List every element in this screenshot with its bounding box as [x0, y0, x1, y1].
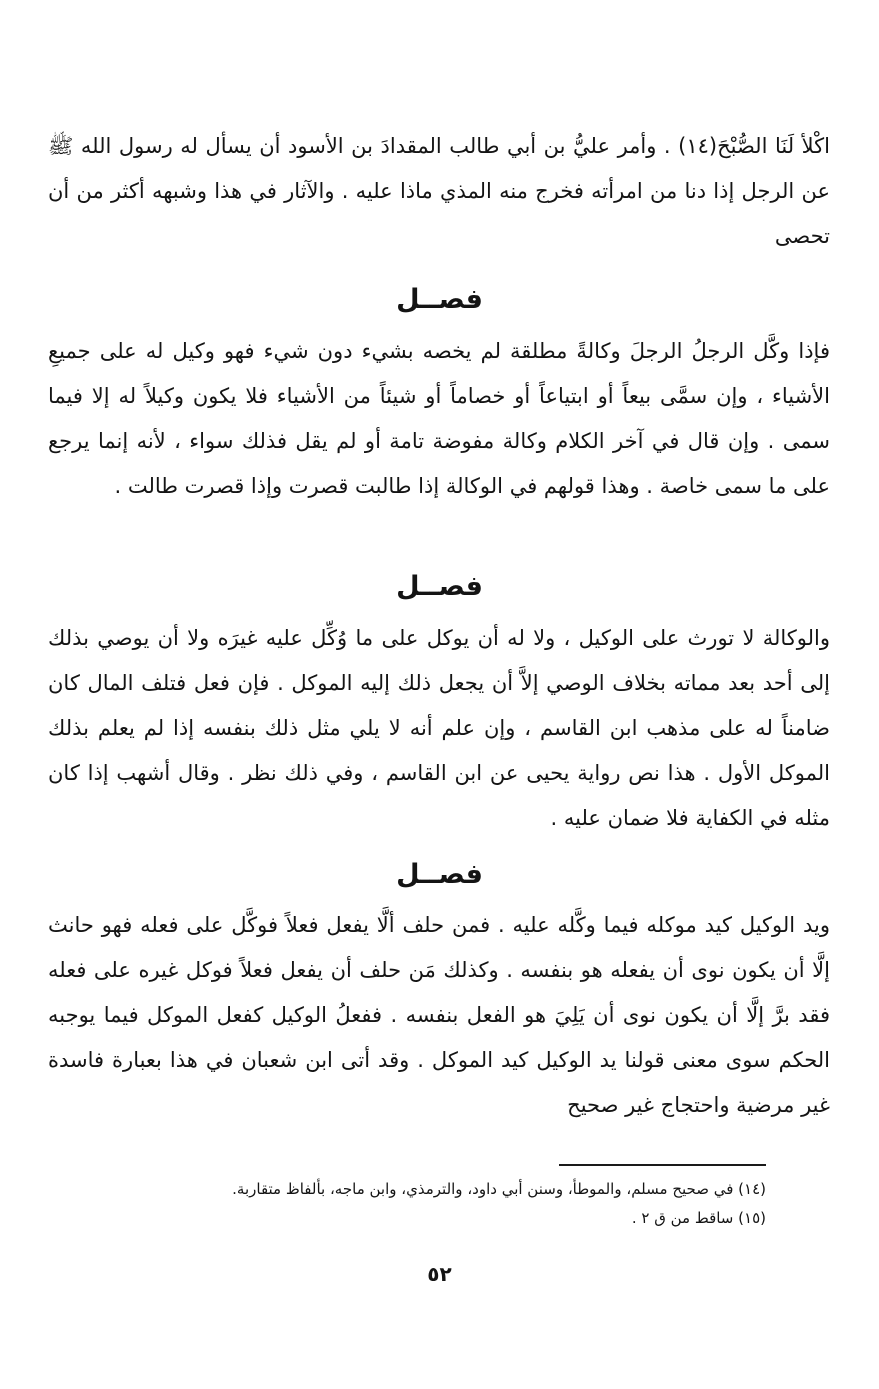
footnote-15: (١٥) ساقط من ق ٢ . [631, 1209, 766, 1227]
page-number: ٥٢ [427, 1262, 452, 1286]
footnote-14: (١٤) في صحيح مسلم، والموطأ، وسنن أبي داود، والترمذي، وابن ماجه، بألفاظ متقاربة. [232, 1180, 766, 1198]
paragraph-2: فإذا وكَّل الرجلُ الرجلَ وكالةً مطلقة لم يخصه بشيء دون شيء فهو وكيل له على جميعِ الأشياء ، وإن سمَّى بيعاً أو ابتياعاً أو خصاماً أو شيئاً من الأشياء فلا يكون وكيلاً له إلا فيما سمى . وإن قال في آخر الكلام وكالة مفوضة تامة أو لم يقل فذلك سواء ، لأنه إنما يرجع على ما سمى خاصة . وهذا قولهم في الوكالة إذا طالبت قصرت وإذا قصرت طالت . [48, 339, 830, 498]
footnote-divider [559, 1164, 766, 1166]
paragraph-1: اكْلأ لَنَا الصُّبْحَ(١٤) . وأمر عليُّ بن أبي طالب المقدادَ بن الأسود أن يسأل له رسول الله ﷺ عن الرجل إذا دنا من امرأته فخرج منه المذي ماذا عليه . والآثار في هذا وشبهه أكثر من أن تحصى [48, 134, 830, 248]
paragraph-4: ويد الوكيل كيد موكله فيما وكَّله عليه . فمن حلف ألَّا يفعل فعلاً فوكَّل على فعله فهو حانث إلَّا أن يكون نوى أن يفعله هو بنفسه . وكذلك مَن حلف أن يفعل فعلاً فوكل غيره على فعله فقد برَّ إلَّا أن يكون نوى أن يَلِيَ هو الفعل بنفسه . ففعلُ الوكيل كفعل الموكل فيما يوجبه الحكم سوى معنى قولنا يد الوكيل كيد الموكل . وقد أتى ابن شعبان في هذا بعبارة فاسدة غير مرضية واحتجاج غير صحيح [48, 913, 830, 1117]
footnotes [48, 1175, 766, 1233]
section-heading-3: فصــل [396, 859, 483, 890]
section-heading-1: فصــل [396, 284, 483, 315]
section-heading-2: فصــل [396, 571, 483, 602]
paragraph-3: والوكالة لا تورث على الوكيل ، ولا له أن يوكل على ما وُكِّل عليه غيرَه ولا أن يوصي بذلك إلى أحد بعد مماته بخلاف الوصي إلاَّ أن يجعل ذلك إليه الموكل . فإن فعل فتلف المال كان ضامناً له على مذهب ابن القاسم ، وإن علم أنه لا يلي مثل ذلك بنفسه إذا لم يعلم بذلك الموكل الأول . هذا نص رواية يحيى عن ابن القاسم ، وفي ذلك نظر . وقال أشهب إذا كان مثله في الكفاية فلا ضمان عليه . [48, 626, 830, 830]
